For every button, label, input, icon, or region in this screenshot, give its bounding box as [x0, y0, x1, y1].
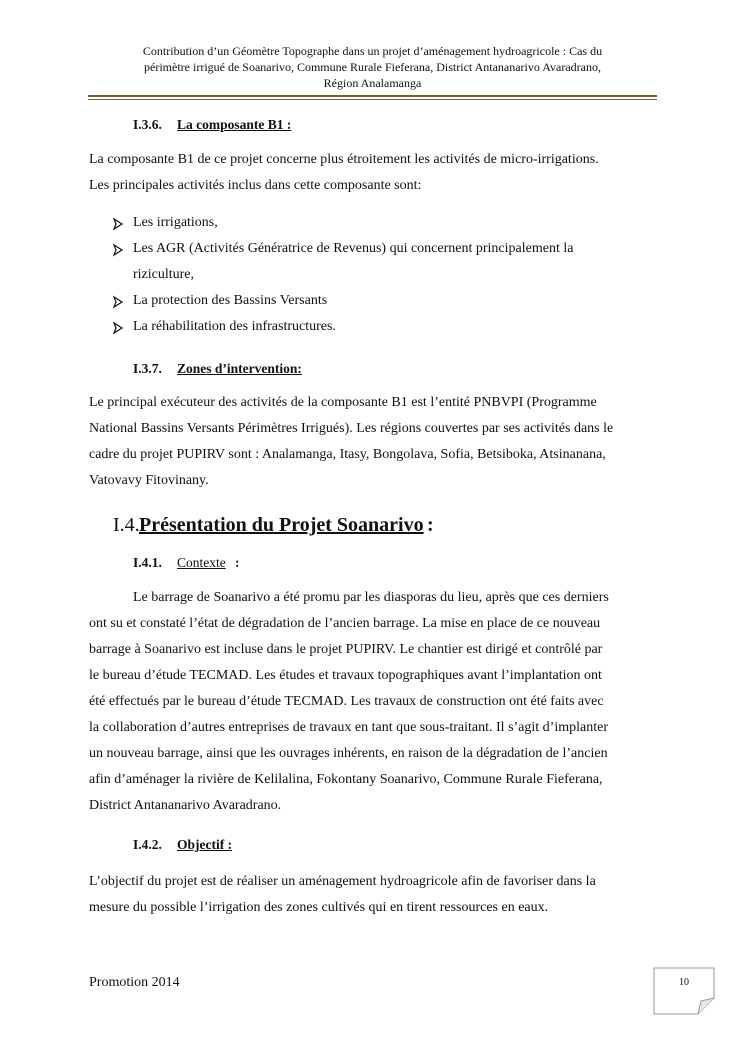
section-title-1-4-2: Objectif :: [177, 837, 233, 852]
running-header: [100, 43, 645, 91]
paragraph-line: National Bassins Versants Périmètres Irrigués). Les régions couvertes par ses activités dans le: [89, 421, 614, 436]
paragraph-line: été effectués par le bureau d’étude TECMAD. Les travaux de construction ont été faits avec: [89, 694, 604, 709]
bullet-item-text: Les AGR (Activités Génératrice de Revenus) qui concernent principalement la: [133, 241, 574, 256]
arrowhead-bullet-icon: [112, 321, 124, 335]
page-number: 10: [679, 977, 689, 988]
header-line-3: Région Analamanga: [323, 76, 422, 90]
paragraph-line: le bureau d’étude TECMAD. Les études et travaux topographiques avant l’implantation ont: [89, 668, 602, 683]
paragraph-line: cadre du projet PUPIRV sont : Analamanga, Itasy, Bongolava, Sofia, Betsiboka, Atsinanana,: [89, 447, 606, 462]
paragraph-line: mesure du possible l’irrigation des zones cultivés qui en tirent ressources en eaux.: [89, 900, 549, 915]
section-number-1-4: I.4.: [113, 514, 140, 536]
bullet-item-text: La réhabilitation des infrastructures.: [133, 319, 336, 334]
paragraph-line: la collaboration d’autres entreprises de travaux en tant que sous-traitant. Il s’agit d’implanter: [89, 720, 608, 735]
section-title-colon: :: [235, 555, 240, 570]
section-number-1-4-2: I.4.2.: [133, 837, 162, 852]
paragraph-line: Le principal exécuteur des activités de la composante B1 est l’entité PNBVPI (Programme: [89, 395, 597, 410]
header-rule-thick: [88, 95, 657, 97]
paragraph-line: Les principales activités inclus dans cette composante sont:: [89, 178, 422, 193]
arrowhead-bullet-icon: [112, 217, 124, 231]
section-number-1-3-6: I.3.6.: [133, 117, 162, 132]
paragraph-line: Vatovavy Fitovinany.: [89, 473, 209, 488]
section-title-1-3-7: Zones d’intervention:: [177, 361, 302, 376]
header-rule-thin: [88, 99, 657, 100]
section-number-1-4-1: I.4.1.: [133, 555, 162, 570]
paragraph-line: ont su et constaté l’état de dégradation de l’ancien barrage. La mise en place de ce nouveau: [89, 616, 601, 631]
header-line-1: Contribution d’un Géomètre Topographe dans un projet d’aménagement hydroagricole : Cas du: [142, 44, 603, 58]
bullet-item-continuation: riziculture,: [133, 267, 195, 282]
arrowhead-bullet-icon: [112, 295, 124, 309]
paragraph-line: Le barrage de Soanarivo a été promu par les diasporas du lieu, après que ces derniers: [133, 590, 609, 605]
page-number-box: [653, 967, 715, 1015]
bullet-item-text: Les irrigations,: [133, 215, 218, 230]
header-line-2: périmètre irrigué de Soanarivo, Commune Rurale Fieferana, District Antananarivo Avaradrano,: [144, 60, 601, 74]
arrowhead-bullet-icon: [112, 243, 124, 257]
paragraph-line: District Antananarivo Avaradrano.: [89, 798, 282, 813]
section-title-1-3-6: La composante B1 :: [177, 117, 292, 132]
section-number-1-3-7: I.3.7.: [133, 361, 162, 376]
paragraph-line: afin d’aménager la rivière de Kelilalina, Fokontany Soanarivo, Commune Rurale Fieferana,: [89, 772, 603, 787]
section-title-1-4-1: Contexte: [177, 555, 226, 570]
bullet-item-text: La protection des Bassins Versants: [133, 293, 328, 308]
paragraph-line: barrage à Soanarivo est incluse dans le projet PUPIRV. Le chantier est dirigé et contrôlé par: [89, 642, 603, 657]
section-title-1-4: Présentation du Projet Soanarivo: [139, 514, 424, 536]
paragraph-line: La composante B1 de ce projet concerne plus étroitement les activités de micro-irrigations.: [89, 152, 599, 167]
page-curl-icon: [653, 967, 715, 1015]
paragraph-line: un nouveau barrage, ainsi que les ouvrages inhérents, en raison de la dégradation de l’ancien: [89, 746, 608, 761]
footer-promotion: Promotion 2014: [89, 975, 180, 990]
paragraph-line: L’objectif du projet est de réaliser un aménagement hydroagricole afin de favoriser dans la: [89, 874, 596, 889]
section-title-colon: :: [427, 514, 434, 536]
